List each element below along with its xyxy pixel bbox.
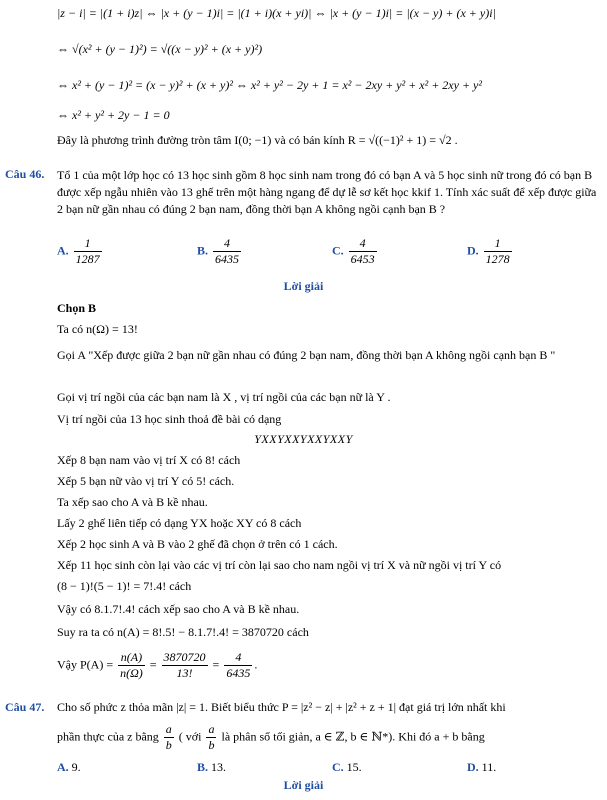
option-c: C. $\frac{4}{6453}$ — [332, 236, 375, 266]
solution-step: Xếp 5 bạn nữ vào vị trí Y có 5! cách. — [57, 474, 235, 488]
fraction-count: $\frac{3870720}{13!}$ — [163, 650, 206, 680]
option-a-fraction: $\frac{1}{1287}$ — [75, 236, 100, 266]
option-c-fraction: $\frac{4}{6453}$ — [350, 236, 375, 266]
solution-step: Gọi vị trí ngồi của các bạn nam là X , vị trí ngồi của các bạn nữ là Y . — [57, 390, 391, 404]
chosen-answer: Chọn B — [57, 301, 97, 315]
option-b: B. $\frac{4}{6435}$ — [197, 236, 240, 266]
derivation-line-3: ⇔ x² + (y − 1)² = (x − y)² + (x + y)² ⇔ x² + y² − 2y + 1 = x² − 2xy + y² + x² + 2xy + y² — [57, 78, 482, 92]
option-d: D. $\frac{1}{1278}$ — [467, 236, 510, 266]
solution-step: Ta có n(Ω) = 13! — [57, 322, 138, 336]
question-47-text-line2: phần thực của z bằng $\frac{a}{b}$ ( với $\frac{a}{b}$ là phân số tối giản, a ∈ ℤ, b ∈ ℕ*). Khi đó a + b bằng — [57, 722, 485, 752]
solution-step: Xếp 2 học sinh A và B vào 2 ghế đã chọn ở trên có 1 cách. — [57, 537, 338, 551]
question-47-label: Câu 47. — [5, 700, 45, 714]
fraction-a-b: $\frac{a}{b}$ — [165, 722, 172, 752]
option-b-fraction: $\frac{4}{6435}$ — [215, 236, 240, 266]
solution-title-46: Lời giải — [283, 279, 324, 293]
solution-step: Xếp 8 bạn nam vào vị trí X có 8! cách — [57, 453, 241, 467]
option-c: C. 15. — [332, 760, 362, 774]
solution-step: Vậy có 8.1.7!.4! cách xếp sao cho A và B kề nhau. — [57, 602, 300, 616]
option-a: A. 9. — [57, 760, 81, 774]
solution-step: Lấy 2 ghế liên tiếp có dạng YX hoặc XY có 8 cách — [57, 516, 302, 530]
question-47-text-line1: Cho số phức z thỏa mãn |z| = 1. Biết biểu thức P = |z² − z| + |z² + z + 1| đạt giá trị lớn nhất khi — [57, 700, 506, 714]
solution-step: Ta xếp sao cho A và B kề nhau. — [57, 495, 208, 509]
derivation-conclusion: Đây là phương trình đường tròn tâm I(0; −1) và có bán kính R = √((−1)² + 1) = √2 . — [57, 133, 458, 147]
solution-step: Xếp 11 học sinh còn lại vào các vị trí còn lại sao cho nam ngồi vị trí X và nữ ngồi vị trí Y có — [57, 558, 502, 572]
fraction-na-nomega: $\frac{n(A)}{n(\Omega)}$ — [120, 650, 143, 680]
solution-step: (8 − 1)!(5 − 1)! = 7!.4! cách — [57, 579, 192, 593]
fraction-a-b-2: $\frac{a}{b}$ — [208, 722, 215, 752]
solution-step: Vị trí ngồi của 13 học sinh thoả đề bài có dạng — [57, 412, 282, 426]
question-46-label: Câu 46. — [5, 167, 45, 181]
fraction-result: $\frac{4}{6435}$ — [226, 650, 251, 680]
seating-pattern: YXXYXXYXXYXXY — [254, 432, 353, 446]
solution-step: Gọi A "Xếp được giữa 2 bạn nữ gần nhau có đúng 2 bạn nam, đồng thời bạn A không ngồi cạnh bạn B " — [57, 348, 556, 362]
option-b: B. 13. — [197, 760, 227, 774]
option-d-fraction: $\frac{1}{1278}$ — [485, 236, 510, 266]
solution-title-47: Lời giải — [283, 778, 324, 792]
final-probability: Vậy P(A) = $\frac{n(A)}{n(\Omega)}$ = $\frac{3870720}{13!}$ = $\frac{4}{6435}$ . — [57, 650, 258, 680]
derivation-line-1: |z − i| = |(1 + i)z| ⇔ |x + (y − 1)i| = |(1 + i)(x + yi)| ⇔ |x + (y − 1)i| = |(x − y) + (x + y)i| — [57, 6, 496, 20]
option-d: D. 11. — [467, 760, 497, 774]
solution-step: Suy ra ta có n(A) = 8!.5! − 8.1.7!.4! = 3870720 cách — [57, 625, 309, 639]
derivation-line-2: ⇔ √(x² + (y − 1)²) = √((x − y)² + (x + y)²) — [57, 42, 263, 56]
option-a: A. $\frac{1}{1287}$ — [57, 236, 100, 266]
question-46-text: Tổ 1 của một lớp học có 13 học sinh gồm 8 học sinh nam trong đó có bạn A và 5 học sinh nữ trong đó có bạn B được xếp ngẫu nhiên vào 13 ghế trên một hàng ngang để dự lễ sơ kết học kkif 1. Tính xác suất để xếp được giữa 2 bạn nữ gần nhau có đúng 2 bạn nam, đồng thời bạn A không ngồi cạnh bạn B ? — [57, 168, 597, 216]
derivation-line-4: ⇔ x² + y² + 2y − 1 = 0 — [57, 108, 170, 122]
